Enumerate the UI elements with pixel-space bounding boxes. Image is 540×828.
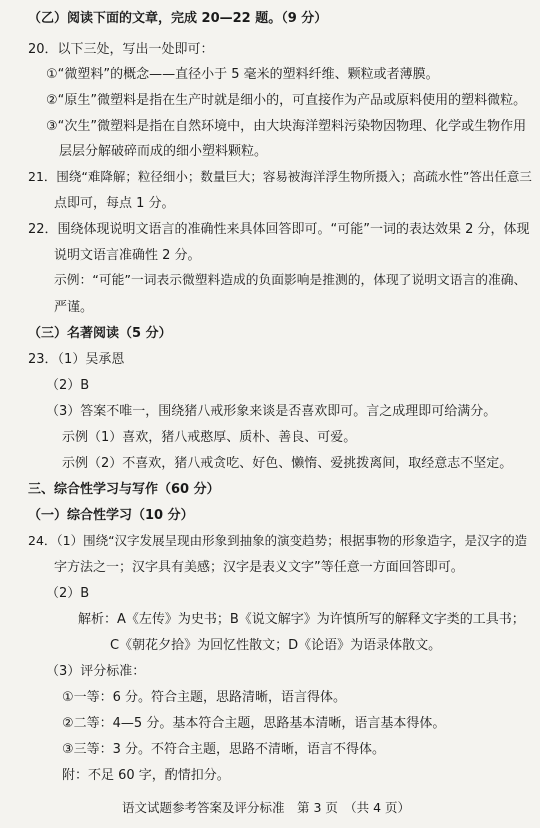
- q23-part3: （3）答案不唯一，围绕猪八戒形象来谈是否喜欢即可。言之成理即可给满分。: [46, 404, 497, 419]
- q24-note: 附：不足 60 字，酌情扣分。: [62, 768, 230, 783]
- q24-part3: （3）评分标准：: [46, 664, 146, 679]
- q20-stem: 20．以下三处，写出一处即可：: [28, 42, 214, 57]
- section-three-heading: 三、综合性学习与写作（60 分）: [28, 482, 220, 497]
- q20-item2: ②“原生”微塑料是指在生产时就是细小的，可直接作为产品或原料使用的塑料微粒。: [46, 93, 527, 108]
- q24-analysis-line1: 解析：A《左传》为史书；B《说文解字》为许慎所写的解释文字类的工具书；: [78, 612, 525, 627]
- q24-grade2: ②二等：4—5 分。基本符合主题，思路基本清晰，语言基本得体。: [62, 716, 446, 731]
- q24-grade1: ①一等：6 分。符合主题，思路清晰，语言得体。: [62, 690, 347, 705]
- q20-item1: ①“微塑料”的概念——直径小于 5 毫米的塑料纤维、颗粒或者薄膜。: [46, 67, 439, 82]
- section-one-small-heading: （一）综合性学习（10 分）: [28, 508, 194, 523]
- q24-part2: （2）B: [46, 586, 90, 601]
- q21-line2: 点即可，每点 1 分。: [54, 196, 175, 211]
- q23-stem: 23．（1）吴承恩: [28, 352, 125, 367]
- q20-item3-line2: 层层分解破碎而成的细小塑料颗粒。: [59, 144, 268, 159]
- q24-analysis-line2: C《朝花夕拾》为回忆性散文；D《论语》为语录体散文。: [110, 638, 442, 653]
- q24-line1: 24．（1）围绕“汉字发展呈现由形象到抽象的演变趋势；根据事物的形象造字，是汉字的造: [28, 533, 528, 548]
- part-b-heading: （乙）阅读下面的文章，完成 20—22 题。（9 分）: [28, 11, 328, 26]
- section3-heading: （三）名著阅读（5 分）: [28, 326, 172, 341]
- q23-example1: 示例（1）喜欢，猪八戒憨厚、质朴、善良、可爱。: [62, 430, 357, 445]
- q22-line2: 说明文语言准确性 2 分。: [54, 248, 201, 263]
- q24-line2: 字方法之一；汉字具有美感；汉字是表义文字”等任意一方面回答即可。: [54, 560, 464, 575]
- q22-example-line1: 示例：“可能”一词表示微塑料造成的负面影响是推测的，体现了说明文语言的准确、: [54, 273, 527, 288]
- q22-example-line2: 严谨。: [54, 300, 94, 315]
- page-footer: 语文试题参考答案及评分标准 第 3 页 （共 4 页）: [122, 800, 411, 815]
- q21-line1: 21．围绕“难降解；粒径细小；数量巨大；容易被海洋浮生物所摄入；高疏水性”答出任意三: [28, 169, 532, 184]
- q22-line1: 22．围绕体现说明文语言的准确性来具体回答即可。“可能”一词的表达效果 2 分，体现: [28, 222, 530, 237]
- q23-part2: （2）B: [46, 378, 90, 393]
- q20-item3-line1: ③“次生”微塑料是指在自然环境中，由大块海洋塑料污染物因物理、化学或生物作用: [46, 119, 527, 134]
- q24-grade3: ③三等：3 分。不符合主题，思路不清晰，语言不得体。: [62, 742, 386, 757]
- q23-example2: 示例（2）不喜欢，猪八戒贪吃、好色、懒惰、爱挑拨离间，取经意志不坚定。: [62, 456, 513, 471]
